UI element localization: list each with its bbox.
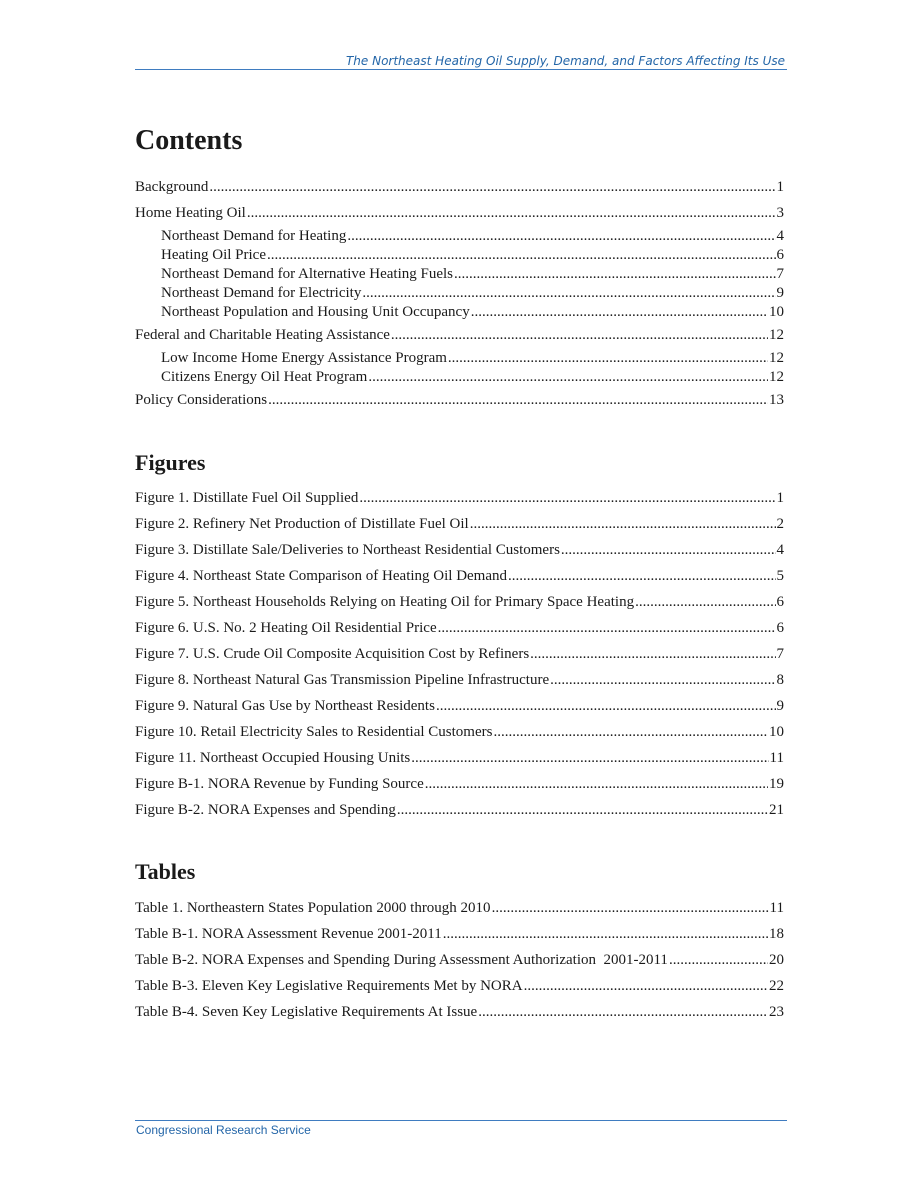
contents-list	[135, 178, 784, 409]
figures-list	[135, 489, 784, 819]
figure-entry-page: 10	[769, 724, 784, 740]
figure-entry-page: 21	[769, 802, 784, 818]
dot-leader	[471, 303, 768, 321]
dot-leader	[493, 723, 768, 741]
dot-leader	[368, 368, 768, 386]
figure-entry-page: 5	[776, 568, 784, 584]
toc-entry-title: Home Heating Oil	[135, 205, 246, 221]
dot-leader	[397, 801, 768, 819]
toc-entry-title: Policy Considerations	[135, 392, 268, 408]
dot-leader	[669, 951, 768, 969]
dot-leader	[438, 619, 776, 637]
dot-leader	[391, 326, 768, 344]
table-entry[interactable]	[135, 899, 784, 917]
figure-entry-page: 11	[769, 750, 784, 766]
figure-entry[interactable]	[135, 645, 784, 663]
figure-entry-title: Figure 1. Distillate Fuel Oil Supplied	[135, 490, 359, 506]
footer-text: Congressional Research Service	[136, 1123, 311, 1137]
toc-entry-page: 10	[769, 304, 784, 320]
figure-entry[interactable]	[135, 567, 784, 585]
dot-leader	[247, 204, 776, 222]
figure-entry[interactable]	[135, 697, 784, 715]
toc-entry[interactable]	[135, 265, 784, 283]
dot-leader	[425, 775, 768, 793]
dot-leader	[359, 489, 775, 507]
figure-entry[interactable]	[135, 723, 784, 741]
footer-rule	[135, 1120, 787, 1121]
table-entry-title: Table 1. Northeastern States Population 2000 through 2010	[135, 900, 491, 916]
table-entry-page: 18	[769, 926, 784, 942]
header-rule	[135, 69, 787, 70]
figure-entry-title: Figure 2. Refinery Net Production of Distillate Fuel Oil	[135, 516, 469, 532]
table-entry-page: 20	[769, 952, 784, 968]
toc-entry[interactable]	[135, 284, 784, 302]
tables-heading: Tables	[135, 859, 196, 884]
figure-entry-title: Figure 11. Northeast Occupied Housing Units	[135, 750, 411, 766]
toc-entry-page: 9	[776, 285, 784, 301]
dot-leader	[492, 899, 769, 917]
figure-entry-title: Figure 7. U.S. Crude Oil Composite Acquisition Cost by Refiners	[135, 646, 530, 662]
toc-entry[interactable]	[135, 349, 784, 367]
figure-entry-title: Figure 9. Natural Gas Use by Northeast Residents	[135, 698, 435, 714]
figure-entry-title: Figure 6. U.S. No. 2 Heating Oil Residential Price	[135, 620, 437, 636]
figure-entry-title: Figure B-1. NORA Revenue by Funding Source	[135, 776, 424, 792]
table-entry-title: Table B-2. NORA Expenses and Spending During Assessment Authorization 2001-2011	[135, 952, 668, 968]
dot-leader	[443, 925, 768, 943]
dot-leader	[267, 246, 776, 264]
table-entry[interactable]	[135, 1003, 784, 1021]
dot-leader	[530, 645, 775, 663]
toc-entry-title: Heating Oil Price	[161, 247, 266, 263]
figure-entry-page: 6	[776, 594, 784, 610]
toc-entry[interactable]	[135, 246, 784, 264]
toc-entry-page: 6	[776, 247, 784, 263]
dot-leader	[448, 349, 768, 367]
table-entry-page: 11	[769, 900, 784, 916]
figure-entry-page: 1	[776, 490, 784, 506]
figure-entry-page: 4	[776, 542, 784, 558]
dot-leader	[508, 567, 775, 585]
toc-entry-page: 12	[769, 369, 784, 385]
dot-leader	[454, 265, 775, 283]
figures-heading: Figures	[135, 450, 206, 475]
dot-leader	[550, 671, 775, 689]
figure-entry-page: 19	[769, 776, 784, 792]
figure-entry[interactable]	[135, 671, 784, 689]
contents-heading: Contents	[135, 125, 243, 156]
toc-entry[interactable]	[135, 303, 784, 321]
dot-leader	[478, 1003, 768, 1021]
table-entry[interactable]	[135, 977, 784, 995]
figure-entry[interactable]	[135, 619, 784, 637]
dot-leader	[411, 749, 768, 767]
toc-entry[interactable]	[135, 204, 784, 222]
dot-leader	[524, 977, 768, 995]
toc-entry[interactable]	[135, 227, 784, 245]
figure-entry-title: Figure B-2. NORA Expenses and Spending	[135, 802, 396, 818]
figure-entry[interactable]	[135, 541, 784, 559]
toc-entry-page: 13	[769, 392, 784, 408]
dot-leader	[268, 391, 768, 409]
table-entry-page: 22	[769, 978, 784, 994]
toc-entry-title: Northeast Population and Housing Unit Occupancy	[161, 304, 470, 320]
toc-entry-title: Citizens Energy Oil Heat Program	[161, 369, 368, 385]
dot-leader	[436, 697, 776, 715]
figure-entry[interactable]	[135, 749, 784, 767]
figure-entry-title: Figure 4. Northeast State Comparison of Heating Oil Demand	[135, 568, 508, 584]
toc-entry-page: 12	[769, 327, 784, 343]
dot-leader	[209, 178, 775, 196]
toc-entry-page: 7	[776, 266, 784, 282]
table-entry[interactable]	[135, 925, 784, 943]
toc-entry[interactable]	[135, 178, 784, 196]
toc-entry[interactable]	[135, 368, 784, 386]
toc-entry-title: Northeast Demand for Electricity	[161, 285, 362, 301]
figure-entry[interactable]	[135, 515, 784, 533]
figure-entry-title: Figure 10. Retail Electricity Sales to Residential Customers	[135, 724, 493, 740]
toc-entry-page: 12	[769, 350, 784, 366]
figure-entry-page: 6	[776, 620, 784, 636]
figure-entry[interactable]	[135, 775, 784, 793]
figure-entry-page: 7	[776, 646, 784, 662]
dot-leader	[362, 284, 775, 302]
figure-entry-title: Figure 8. Northeast Natural Gas Transmission Pipeline Infrastructure	[135, 672, 550, 688]
toc-entry-title: Northeast Demand for Alternative Heating Fuels	[161, 266, 454, 282]
figure-entry[interactable]	[135, 801, 784, 819]
dot-leader	[470, 515, 776, 533]
toc-entry-title: Northeast Demand for Heating	[161, 228, 347, 244]
dot-leader	[635, 593, 775, 611]
toc-entry-page: 4	[776, 228, 784, 244]
figure-entry-page: 8	[776, 672, 784, 688]
table-entry-title: Table B-4. Seven Key Legislative Requirements At Issue	[135, 1004, 478, 1020]
table-entry-title: Table B-3. Eleven Key Legislative Requirements Met by NORA	[135, 978, 523, 994]
toc-entry[interactable]	[135, 326, 784, 344]
page-header-title: The Northeast Heating Oil Supply, Demand, and Factors Affecting Its Use	[345, 54, 785, 68]
dot-leader	[561, 541, 776, 559]
toc-entry-title: Low Income Home Energy Assistance Program	[161, 350, 447, 366]
dot-leader	[347, 227, 775, 245]
figure-entry-title: Figure 5. Northeast Households Relying on Heating Oil for Primary Space Heating	[135, 594, 635, 610]
tables-list	[135, 899, 784, 1021]
toc-entry[interactable]	[135, 391, 784, 409]
toc-entry-page: 3	[776, 205, 784, 221]
table-entry-title: Table B-1. NORA Assessment Revenue 2001-2011	[135, 926, 442, 942]
figure-entry-page: 2	[776, 516, 784, 532]
figure-entry-title: Figure 3. Distillate Sale/Deliveries to Northeast Residential Customers	[135, 542, 560, 558]
figure-entry-page: 9	[776, 698, 784, 714]
toc-entry-title: Background	[135, 179, 209, 195]
figure-entry[interactable]	[135, 593, 784, 611]
figure-entry[interactable]	[135, 489, 784, 507]
toc-entry-title: Federal and Charitable Heating Assistance	[135, 327, 390, 343]
table-entry-page: 23	[769, 1004, 784, 1020]
table-entry[interactable]	[135, 951, 784, 969]
toc-entry-page: 1	[776, 179, 784, 195]
